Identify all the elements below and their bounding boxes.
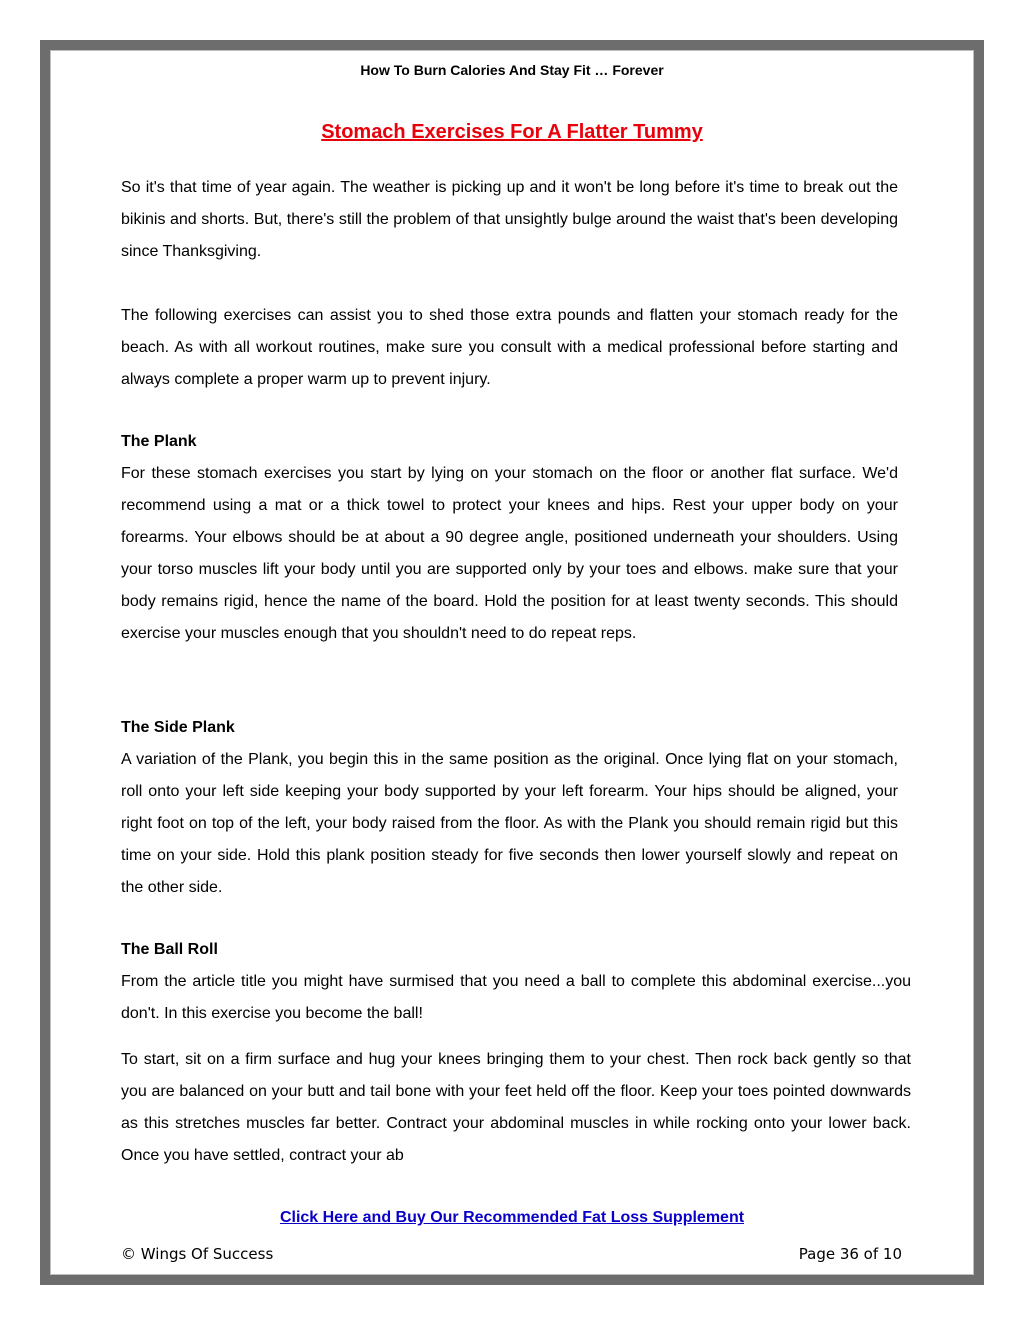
section-body-ball-roll: From the article title you might have surmised that you need a ball to complete this abdominal exercise...you don't. In this exercise you become the ball! xyxy=(121,973,911,1022)
section-heading-plank: The Plank xyxy=(121,433,197,450)
intro-paragraph-1: So it's that time of year again. The weather is picking up and it won't be long before it's time to break out the bikinis and shorts. But, there's still the problem of that unsightly bulge around the waist that's been developing since Thanksgiving. xyxy=(121,179,898,260)
intro-paragraph-2: The following exercises can assist you to shed those extra pounds and flatten your stomach ready for the beach. As with all workout routines, make sure you consult with a medical professional before starting and always complete a proper warm up to prevent injury. xyxy=(121,307,898,388)
section-body-ball-roll-2: To start, sit on a firm surface and hug your knees bringing them to your chest. Then rock back gently so that you are balanced on your butt and tail bone with your feet held off the floor. Keep your toes pointed downwards as this stretches muscles far better. Contract your abdominal muscles in while rocking onto your lower back. Once you have settled, contract your ab xyxy=(121,1051,911,1164)
footer-copyright: © Wings Of Success xyxy=(121,1245,274,1263)
section-body-side-plank: A variation of the Plank, you begin this in the same position as the original. Once lying flat on your stomach, roll onto your left side keeping your body supported by your left forearm. Your hips should be aligned, your right foot on top of the left, your body raised from the floor. As with the Plank you should remain rigid but this time on your side. Hold this plank position steady for five seconds then lower yourself slowly and repeat on the other side. xyxy=(121,751,898,896)
running-header: How To Burn Calories And Stay Fit … Forever xyxy=(360,62,664,78)
section-heading-ball-roll: The Ball Roll xyxy=(121,941,218,958)
buy-supplement-link[interactable]: Click Here and Buy Our Recommended Fat Loss Supplement xyxy=(279,1209,745,1226)
article-title: Stomach Exercises For A Flatter Tummy xyxy=(321,121,703,143)
section-body-plank: For these stomach exercises you start by lying on your stomach on the floor or another flat surface. We'd recommend using a mat or a thick towel to protect your knees and hips. Rest your upper body on your forearms. Your elbows should be at about a 90 degree angle, positioned underneath your shoulders. Using your torso muscles lift your body until you are supported only by your toes and elbows. make sure that your body remains rigid, hence the name of the board. Hold the position for at least twenty seconds. This should exercise your muscles enough that you shouldn't need to do repeat reps. xyxy=(121,465,898,642)
footer-page-number: Page 36 of 10 xyxy=(798,1245,902,1263)
section-heading-side-plank: The Side Plank xyxy=(121,719,235,736)
